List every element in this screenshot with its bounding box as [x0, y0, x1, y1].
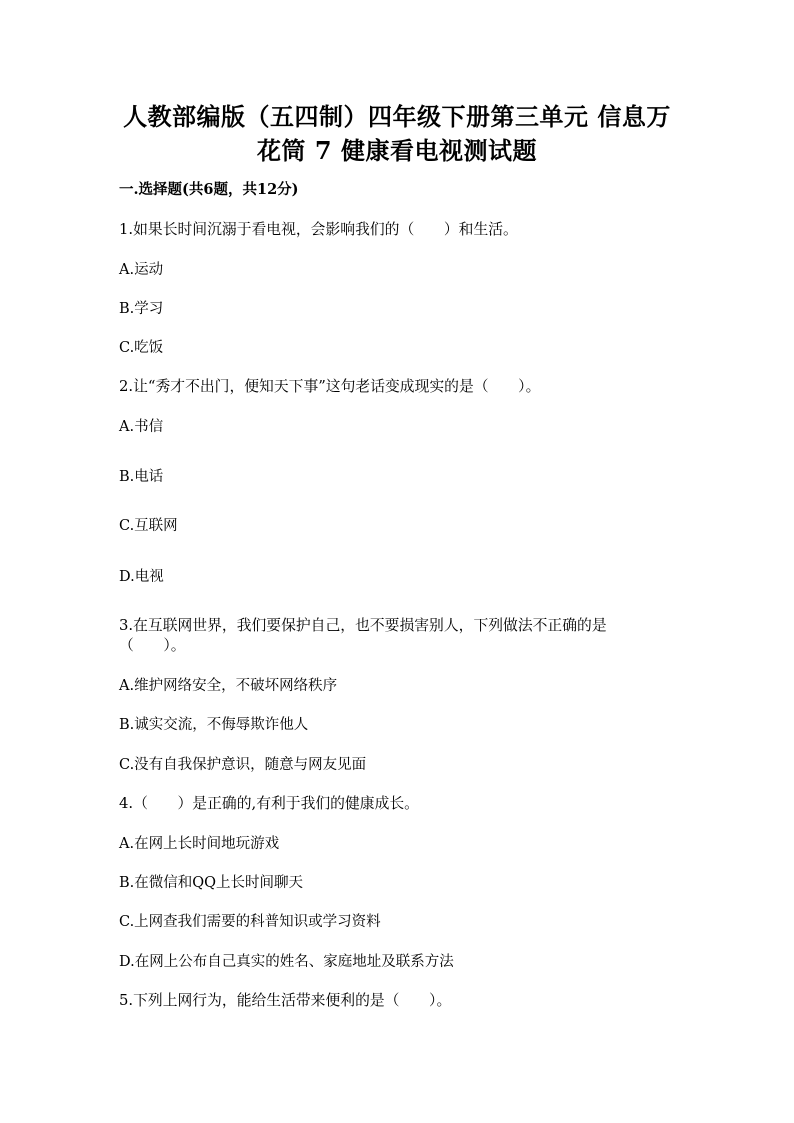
question-4-option-c: C.上网查我们需要的科普知识或学习资料 — [119, 914, 381, 930]
question-1-stem: 1.如果长时间沉溺于看电视，会影响我们的（ ）和生活。 — [119, 221, 518, 238]
question-1-option-a: A.运动 — [119, 262, 164, 278]
question-3-option-b: B.诚实交流，不侮辱欺诈他人 — [119, 717, 309, 733]
section-heading: 一.选择题(共6题，共12分) — [119, 181, 299, 198]
question-2-option-d: D.电视 — [119, 569, 164, 585]
question-4-option-d: D.在网上公布自己真实的姓名、家庭地址及联系方法 — [119, 954, 454, 970]
question-2-option-b: B.电话 — [119, 469, 164, 485]
question-4-option-b: B.在微信和QQ上长时间聊天 — [119, 875, 304, 891]
title-line-2: 花筒 7 健康看电视测试题 — [257, 136, 537, 165]
question-1-option-b: B.学习 — [119, 301, 164, 317]
question-3-option-a: A.维护网络安全，不破坏网络秩序 — [119, 678, 338, 694]
question-1-option-c: C.吃饭 — [119, 340, 164, 356]
question-3-stem-line-1: 3.在互联网世界，我们要保护自己，也不要损害别人，下列做法不正确的是 — [119, 617, 607, 634]
question-5-stem: 5.下列上网行为，能给生活带来便利的是（ ）。 — [119, 992, 452, 1009]
question-2-stem: 2.让“秀才不出门，便知天下事”这句老话变成现实的是（ ）。 — [119, 378, 541, 395]
question-4-option-a: A.在网上长时间地玩游戏 — [119, 836, 280, 852]
question-2-option-a: A.书信 — [119, 419, 164, 435]
question-2-option-c: C.互联网 — [119, 518, 178, 534]
question-4-stem: 4.（ ）是正确的,有利于我们的健康成长。 — [119, 795, 419, 812]
title-line-1: 人教部编版（五四制）四年级下册第三单元 信息万 — [123, 102, 671, 131]
question-3-option-c: C.没有自我保护意识，随意与网友见面 — [119, 757, 367, 773]
question-3-stem-line-2: （ ）。 — [119, 637, 186, 654]
